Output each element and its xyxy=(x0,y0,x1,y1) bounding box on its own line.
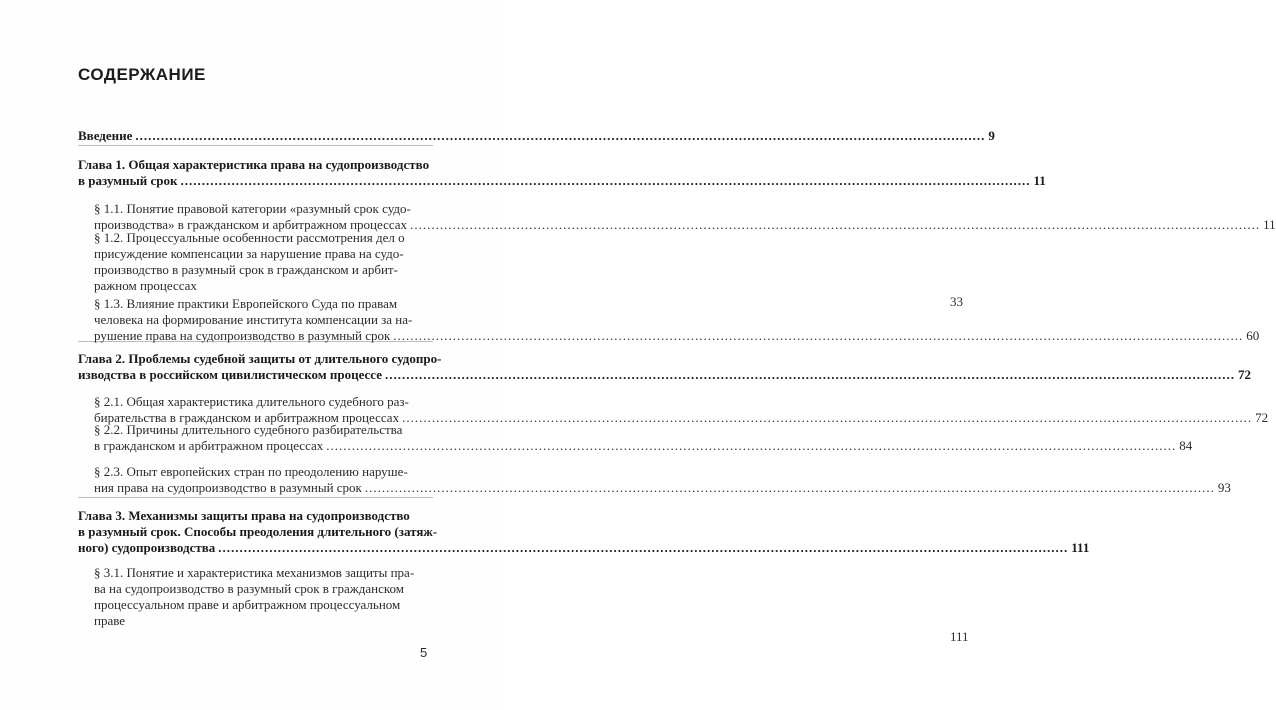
toc-entry-line: в разумный срок. Способы преодоления длительного (затяж- xyxy=(78,524,438,539)
toc-entry-leader-line xyxy=(78,540,1090,556)
section-divider xyxy=(78,145,433,146)
page-number: 5 xyxy=(420,645,428,660)
toc-entry-line: праве xyxy=(94,613,126,628)
toc-entry-leader-line xyxy=(78,367,1251,383)
toc-entry-line: ного) судопроизводства xyxy=(78,540,216,555)
toc-entry-line: человека на формирование института компенсации за на- xyxy=(94,312,413,327)
dot-leader: ........................................................................................................................................................................................................ xyxy=(326,438,1177,453)
toc-page-number: 33 xyxy=(950,294,963,309)
toc-section-entry xyxy=(94,201,1276,233)
toc-entry-line: Глава 3. Механизмы защиты права на судопроизводство xyxy=(78,508,410,523)
toc-entry-line: Введение xyxy=(78,128,133,143)
toc-entry-leader-line xyxy=(94,328,1260,344)
toc-chapter-entry xyxy=(78,508,1090,556)
toc-entry-line: ва на судопроизводство в разумный срок в гражданском xyxy=(94,581,404,596)
toc-entry-leader-line xyxy=(94,438,1193,454)
page-title: СОДЕРЖАНИЕ xyxy=(78,65,206,84)
toc-page-number: 111 xyxy=(950,629,969,644)
toc-entry-line: § 2.3. Опыт европейских стран по преодолению наруше- xyxy=(94,464,408,479)
toc-entry-line: рушение права на судопроизводство в разумный срок xyxy=(94,328,391,343)
toc-page-number: 11 xyxy=(1033,173,1046,188)
dot-leader: ........................................................................................................................................................................................................ xyxy=(402,410,1253,425)
toc-page-number: 11 xyxy=(1263,217,1276,232)
toc-entry-line: производства» в гражданском и арбитражном процессах xyxy=(94,217,408,232)
dot-leader: ........................................................................................................................................................................................................ xyxy=(410,217,1261,232)
toc-section-entry xyxy=(94,422,1193,454)
toc-chapter-entry xyxy=(78,351,1251,383)
dot-leader: ........................................................................................................................................................................................................ xyxy=(393,328,1244,343)
section-divider xyxy=(78,497,433,498)
toc-entry-line: § 2.1. Общая характеристика длительного судебного раз- xyxy=(94,394,409,409)
toc-page-number: 93 xyxy=(1217,480,1231,495)
toc-section-entry xyxy=(94,565,969,645)
dot-leader: ........................................................................................................................................................................................................ xyxy=(364,480,1215,495)
toc-entry-line: Глава 2. Проблемы судебной защиты от длительного судопро- xyxy=(78,351,442,366)
toc-entry-line: ражном процессах xyxy=(94,278,197,293)
toc-entry-line: в разумный срок xyxy=(78,173,178,188)
toc-page-number: 84 xyxy=(1179,438,1193,453)
toc-entry-line: присуждение компенсации за нарушение права на судо- xyxy=(94,246,404,261)
dot-leader: ........................................................................................................................................................................................................ xyxy=(384,367,1235,382)
toc-page-number: 72 xyxy=(1255,410,1269,425)
toc-entry-line: § 2.2. Причины длительного судебного разбирательства xyxy=(94,422,403,437)
toc-page-number: 111 xyxy=(1071,540,1090,555)
toc-entry-line: производство в разумный срок в гражданском и арбит- xyxy=(94,262,398,277)
toc-entry-leader-line xyxy=(94,480,1231,496)
toc-entry-leader-line xyxy=(78,128,995,144)
toc-entry-line: процессуальном праве и арбитражном процессуальном xyxy=(94,597,401,612)
toc-entry-line: § 1.2. Процессуальные особенности рассмотрения дел о xyxy=(94,230,405,245)
toc-page-number: 9 xyxy=(988,128,995,143)
dot-leader: ........................................................................................................................................................................................................ xyxy=(135,128,986,143)
toc-page-number: 72 xyxy=(1237,367,1251,382)
toc-entry-leader-line xyxy=(94,629,969,645)
toc-section-entry xyxy=(94,464,1231,496)
toc-entry-line: § 3.1. Понятие и характеристика механизмов защиты пра- xyxy=(94,565,415,580)
toc-entry-line: изводства в российском цивилистическом процессе xyxy=(78,367,382,382)
toc-page-number: 60 xyxy=(1246,328,1260,343)
toc-chapter-entry xyxy=(78,128,995,144)
toc-entry-leader-line xyxy=(78,173,1046,189)
dot-leader: ........................................................................................................................................................................................................ xyxy=(180,173,1031,188)
toc-entry-line: § 1.1. Понятие правовой категории «разумный срок судо- xyxy=(94,201,411,216)
toc-entry-line: ния права на судопроизводство в разумный срок xyxy=(94,480,362,495)
toc-chapter-entry xyxy=(78,157,1046,189)
dot-leader: ........................................................................................................................................................................................................ xyxy=(218,540,1069,555)
toc-entry-line: бирательства в гражданском и арбитражном процессах xyxy=(94,410,400,425)
toc-entry-line: в гражданском и арбитражном процессах xyxy=(94,438,324,453)
toc-entry-line: Глава 1. Общая характеристика права на судопроизводство xyxy=(78,157,430,172)
toc-entry-line: § 1.3. Влияние практики Европейского Суда по правам xyxy=(94,296,398,311)
